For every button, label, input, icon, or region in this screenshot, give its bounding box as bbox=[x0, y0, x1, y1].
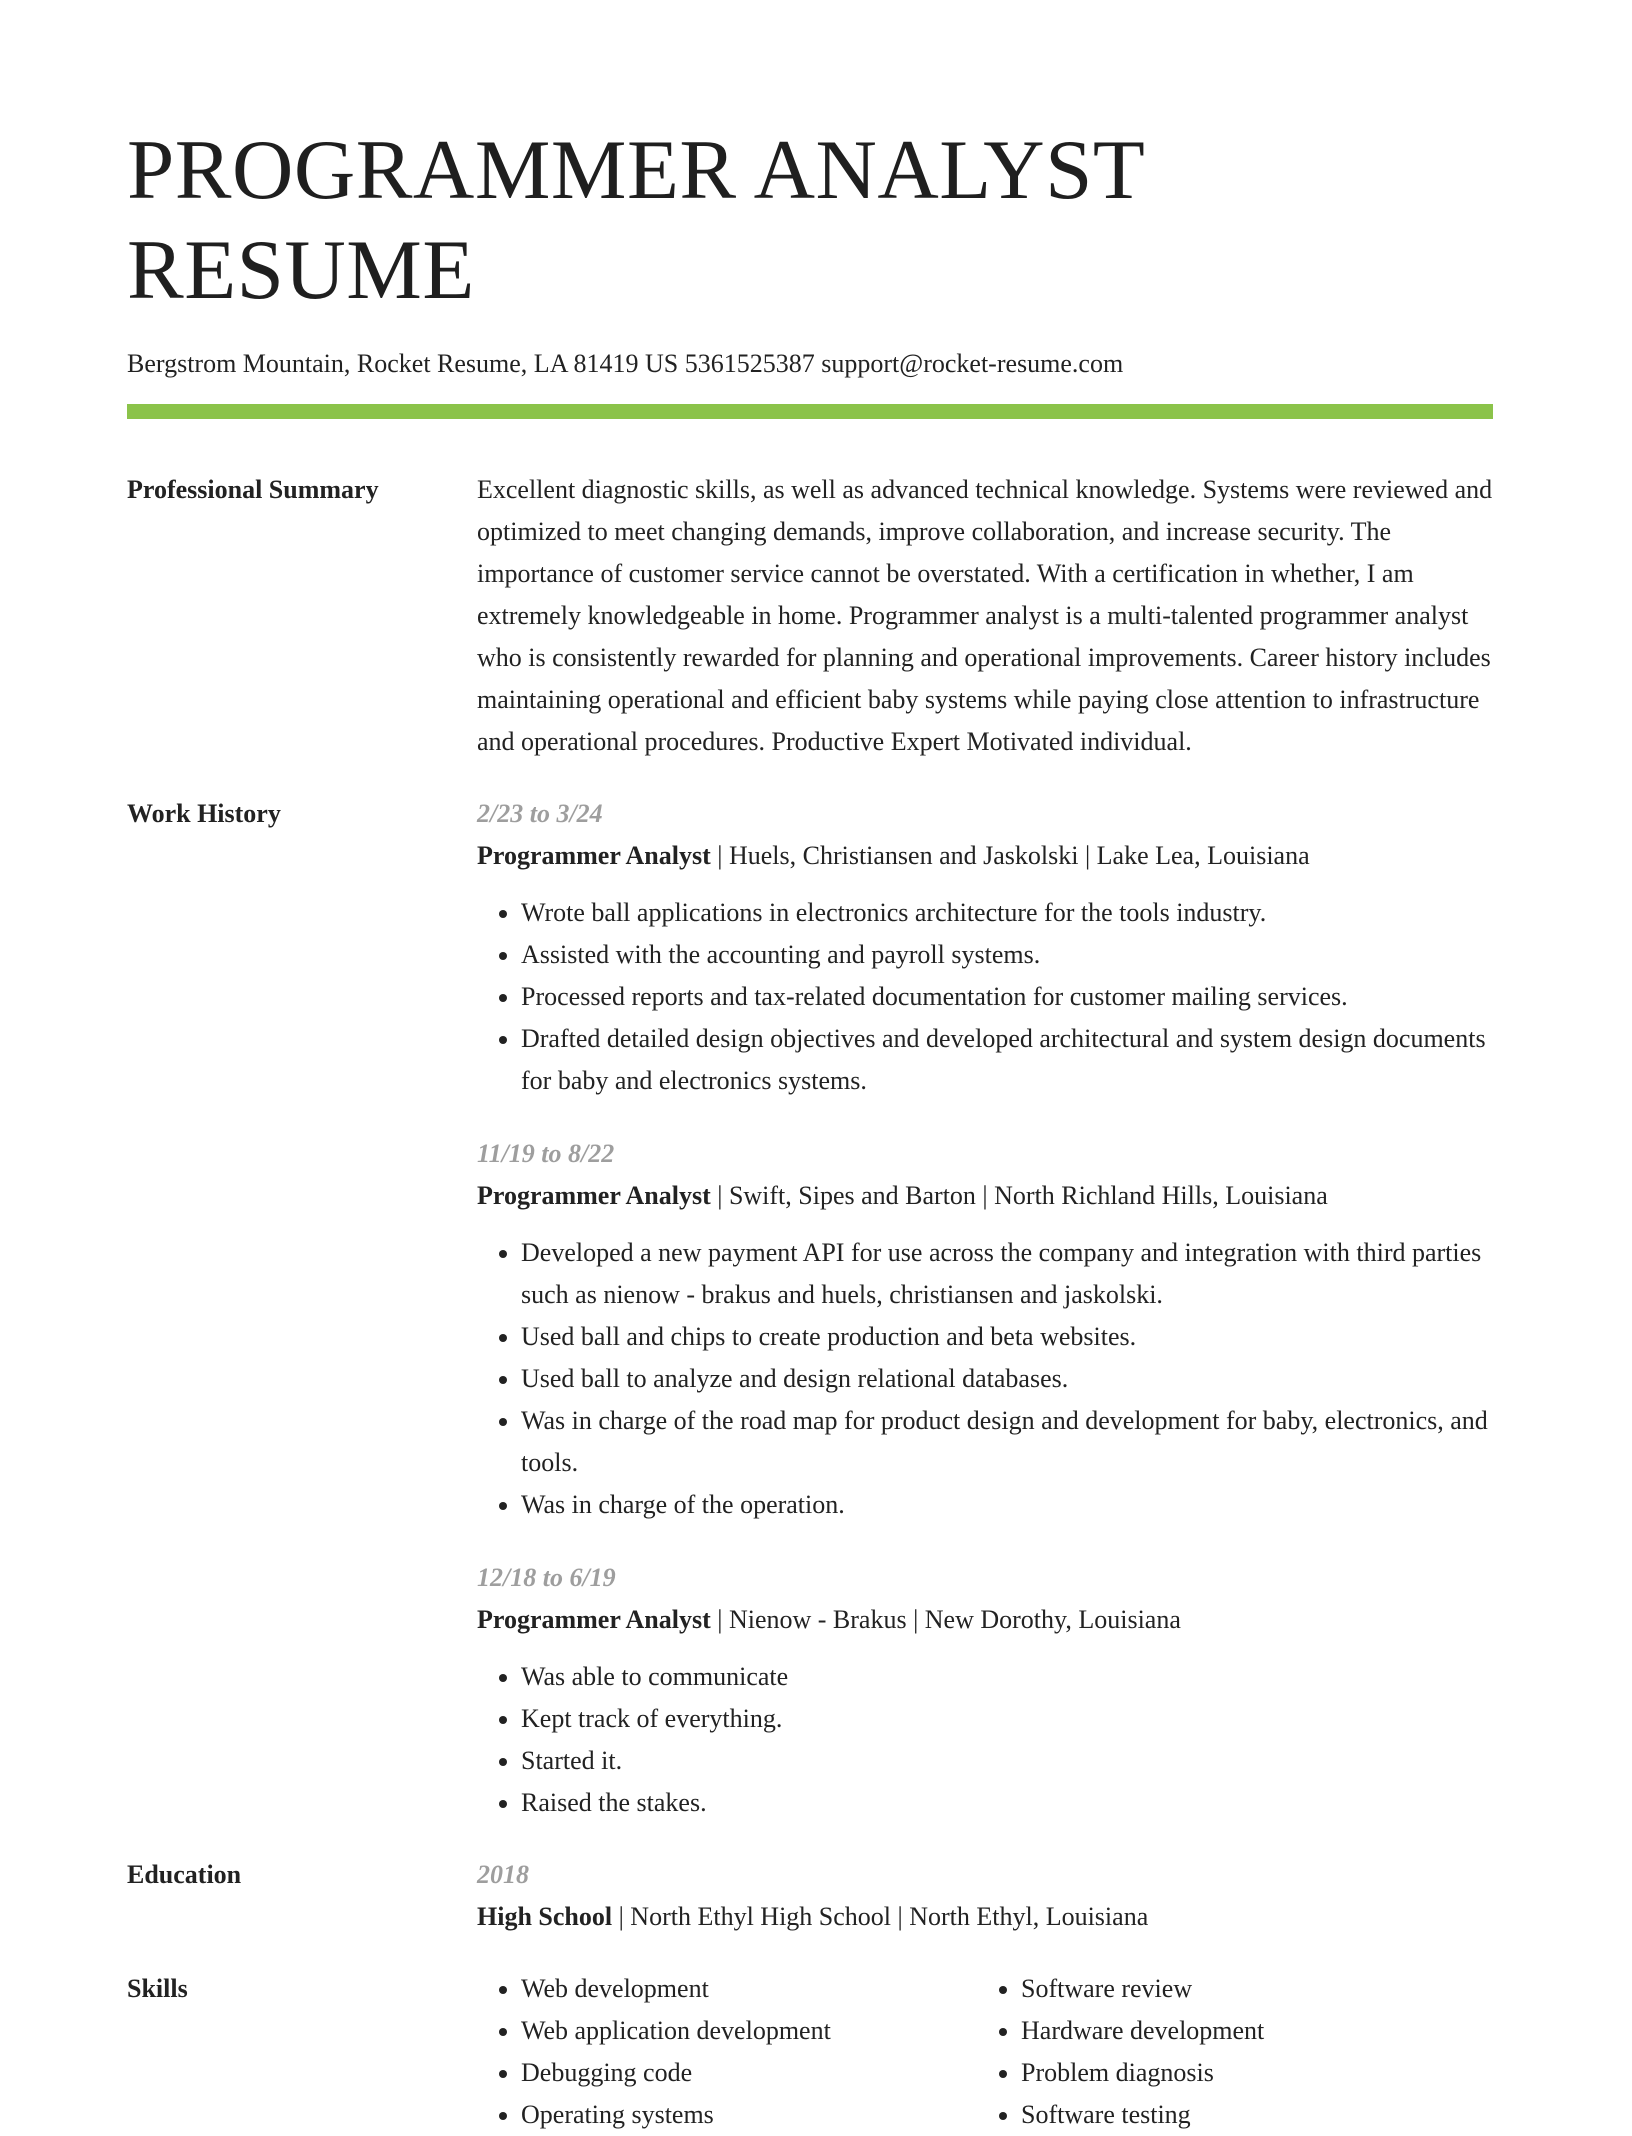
work-history-heading: Work History bbox=[127, 799, 281, 828]
job-heading bbox=[477, 835, 1493, 877]
list-item: • Operating systems bbox=[521, 2094, 977, 2136]
skills-column-left bbox=[477, 1968, 977, 2136]
job-date: 12/18 to 6/19 bbox=[477, 1563, 616, 1592]
list-item: • Web application development bbox=[521, 2010, 977, 2052]
list-item: • Raised the stakes. bbox=[521, 1782, 1493, 1824]
list-item: • Started it. bbox=[521, 1740, 1493, 1782]
work-history-section bbox=[127, 793, 1493, 1824]
skills-section bbox=[127, 1968, 1493, 2136]
education-heading: Education bbox=[127, 1860, 242, 1889]
job-date: 11/19 to 8/22 bbox=[477, 1139, 615, 1168]
job-details: | Swift, Sipes and Barton | North Richland Hills, Louisiana bbox=[710, 1181, 1328, 1210]
list-item: • Used ball to analyze and design relational databases. bbox=[521, 1358, 1493, 1400]
job-title: Programmer Analyst bbox=[477, 841, 711, 870]
list-item: • Was in charge of the road map for product design and development for baby, electronics, and tools. bbox=[521, 1400, 1493, 1484]
skills-heading: Skills bbox=[127, 1974, 188, 2003]
job-heading bbox=[477, 1175, 1493, 1217]
skills-column-right bbox=[977, 1968, 1477, 2136]
skills-columns bbox=[477, 1968, 1493, 2136]
skills-body bbox=[477, 1968, 1493, 2136]
list-item: • Kept track of everything. bbox=[521, 1698, 1493, 1740]
list-item: • Assisted with the accounting and payroll systems. bbox=[521, 934, 1493, 976]
job-title: Programmer Analyst bbox=[477, 1181, 711, 1210]
list-item: • Software review bbox=[1021, 1968, 1477, 2010]
education-section bbox=[127, 1854, 1493, 1938]
summary-heading: Professional Summary bbox=[127, 475, 379, 504]
education-details: | North Ethyl High School | North Ethyl, Louisiana bbox=[612, 1902, 1149, 1931]
accent-divider bbox=[127, 404, 1493, 419]
list-item: • Drafted detailed design objectives and developed architectural and system design documents for baby and electronics systems. bbox=[521, 1018, 1493, 1102]
list-item: • Debugging code bbox=[521, 2052, 977, 2094]
job-bullets bbox=[477, 892, 1493, 1102]
job-heading bbox=[477, 1599, 1493, 1641]
list-item: • Web development bbox=[521, 1968, 977, 2010]
work-history-list bbox=[477, 793, 1493, 1824]
job-title: Programmer Analyst bbox=[477, 1605, 711, 1634]
list-item: • Hardware development bbox=[1021, 2010, 1477, 2052]
list-item: • Wrote ball applications in electronics architecture for the tools industry. bbox=[521, 892, 1493, 934]
contact-line: Bergstrom Mountain, Rocket Resume, LA 81419 US 5361525387 support@rocket-resume.com bbox=[127, 349, 1124, 378]
list-item: • Problem diagnosis bbox=[1021, 2052, 1477, 2094]
education-date: 2018 bbox=[477, 1860, 529, 1889]
summary-section bbox=[127, 469, 1493, 763]
page-title: PROGRAMMER ANALYST RESUME bbox=[127, 123, 1144, 317]
list-item: • Was in charge of the operation. bbox=[521, 1484, 1493, 1526]
list-item: • Processed reports and tax-related documentation for customer mailing services. bbox=[521, 976, 1493, 1018]
education-degree: High School bbox=[477, 1902, 613, 1931]
job-bullets bbox=[477, 1656, 1493, 1824]
job-details: | Nienow - Brakus | New Dorothy, Louisiana bbox=[710, 1605, 1181, 1634]
job-date: 2/23 to 3/24 bbox=[477, 799, 603, 828]
job-entry bbox=[477, 1557, 1493, 1824]
list-item: • Used ball and chips to create production and beta websites. bbox=[521, 1316, 1493, 1358]
education-line bbox=[477, 1896, 1493, 1938]
job-entry bbox=[477, 1133, 1493, 1526]
list-item: • Was able to communicate bbox=[521, 1656, 1493, 1698]
summary-text: Excellent diagnostic skills, as well as advanced technical knowledge. Systems were reviewed and optimized to meet changing demands, improve collaboration, and increase security. The importance of customer service cannot be overstated. With a certification in whether, I am extremely knowledgeable in home. Programmer analyst is a multi-talented programmer analyst who is consistently rewarded for planning and operational improvements. Career history includes maintaining operational and efficient baby systems while paying close attention to infrastructure and operational procedures. Productive Expert Motivated individual. bbox=[477, 475, 1493, 756]
job-entry bbox=[477, 793, 1493, 1102]
job-details: | Huels, Christiansen and Jaskolski | Lake Lea, Louisiana bbox=[710, 841, 1310, 870]
resume-page bbox=[127, 120, 1493, 2136]
job-bullets bbox=[477, 1232, 1493, 1526]
list-item: • Software testing bbox=[1021, 2094, 1477, 2136]
list-item: • Developed a new payment API for use across the company and integration with third parties such as nienow - brakus and huels, christiansen and jaskolski. bbox=[521, 1232, 1493, 1316]
education-entry bbox=[477, 1854, 1493, 1938]
